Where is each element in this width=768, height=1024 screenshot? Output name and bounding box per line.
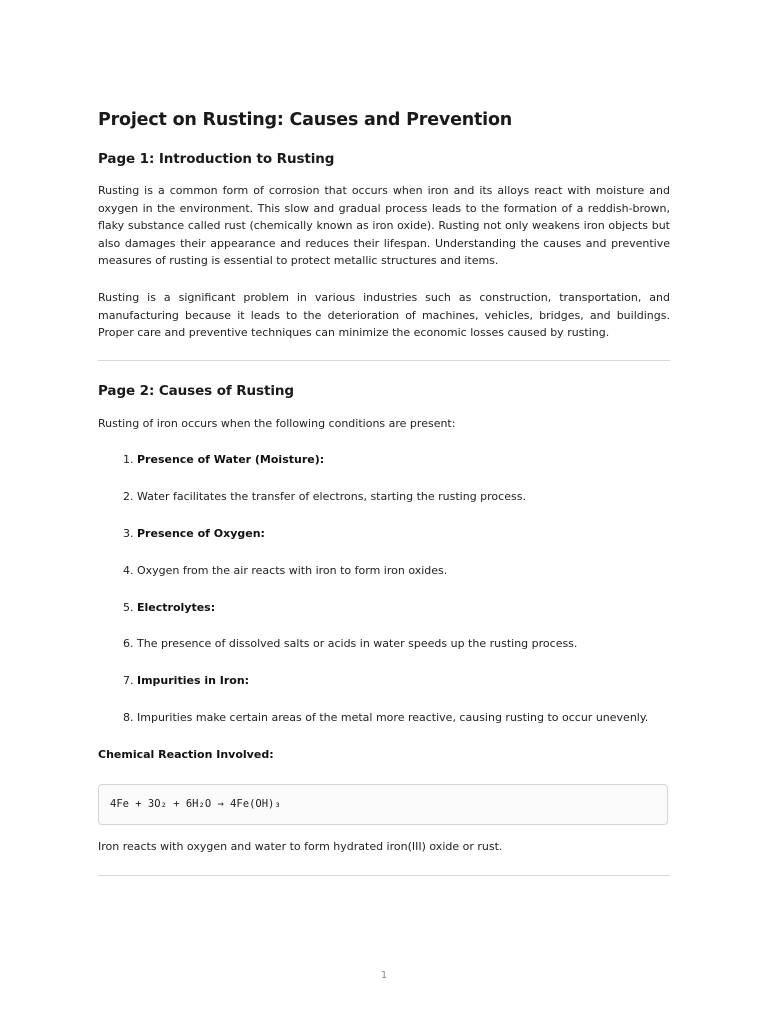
list-item-number: 7. — [123, 674, 134, 687]
section-divider — [98, 360, 670, 361]
list-item — [123, 710, 648, 726]
list-item-number: 2. — [123, 490, 134, 503]
list-item — [123, 526, 265, 542]
list-item-number: 6. — [123, 637, 134, 650]
list-item-text: Presence of Oxygen: — [137, 527, 265, 540]
list-item-text: The presence of dissolved salts or acids in water speeds up the rusting process. — [137, 637, 578, 650]
reaction-explanation: Iron reacts with oxygen and water to form hydrated iron(III) oxide or rust. — [98, 840, 503, 853]
section-divider — [98, 875, 670, 876]
list-item-text: Impurities make certain areas of the metal more reactive, causing rusting to occur unevenly. — [137, 711, 649, 724]
list-item-text: Oxygen from the air reacts with iron to form iron oxides. — [137, 564, 448, 577]
list-item-text: Impurities in Iron: — [137, 674, 250, 687]
intro-paragraph-2: Rusting is a significant problem in various industries such as construction, transportation, and manufacturing because it leads to the deterioration of machines, vehicles, bridges, and buildings. Proper care and preventive techniques can minimize the economic losses caused by rusting. — [98, 291, 670, 340]
list-item-number: 3. — [123, 527, 134, 540]
list-item — [123, 600, 215, 616]
list-item-text: Electrolytes: — [137, 601, 216, 614]
list-item — [123, 563, 447, 579]
list-item-text: Water facilitates the transfer of electrons, starting the rusting process. — [137, 490, 526, 503]
list-item — [123, 489, 526, 505]
section-heading-introduction: Page 1: Introduction to Rusting — [98, 151, 335, 167]
causes-intro: Rusting of iron occurs when the following conditions are present: — [98, 417, 456, 430]
list-item — [123, 636, 577, 652]
list-item — [123, 673, 249, 689]
list-item-number: 1. — [123, 453, 134, 466]
list-item-text: Presence of Water (Moisture): — [137, 453, 325, 466]
reaction-label: Chemical Reaction Involved: — [98, 748, 274, 761]
page-number: 1 — [380, 970, 388, 981]
list-item-number: 5. — [123, 601, 134, 614]
list-item-number: 4. — [123, 564, 134, 577]
chemical-equation: 4Fe + 3O₂ + 6H₂O → 4Fe(OH)₃ — [110, 798, 281, 810]
intro-paragraph-1: Rusting is a common form of corrosion that occurs when iron and its alloys react with moisture and oxygen in the environment. This slow and gradual process leads to the formation of a reddish-brown, flaky substance called rust (chemically known as iron oxide). Rusting not only weakens iron objects but also damages their appearance and reduces their lifespan. Understanding the causes and preventive measures of rusting is essential to protect metallic structures and items. — [98, 184, 670, 268]
document-title: Project on Rusting: Causes and Prevention — [98, 110, 513, 130]
list-item — [123, 452, 324, 468]
list-item-number: 8. — [123, 711, 134, 724]
equation-code-block — [98, 784, 668, 825]
section-heading-causes: Page 2: Causes of Rusting — [98, 383, 294, 399]
